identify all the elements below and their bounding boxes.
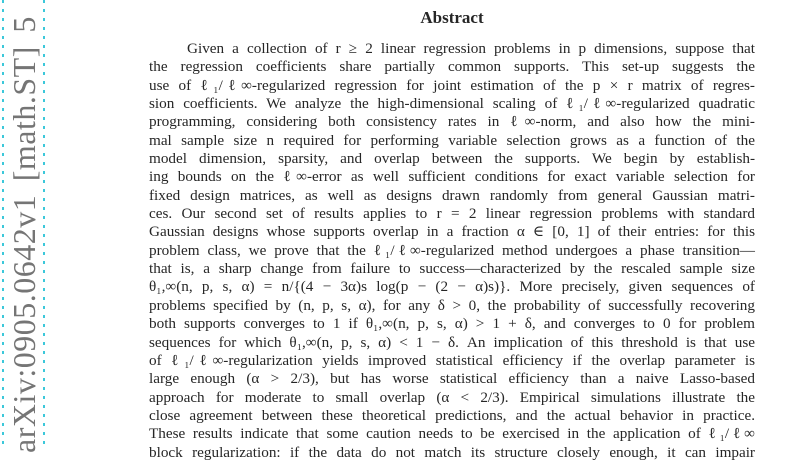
- abstract-line: These results indicate that some caution needs to be exercised in the application of ℓ₁/ℓ∞: [149, 425, 755, 443]
- abstract-line: model dimension, sparsity, and overlap between the supports. We begin by establish-: [149, 150, 755, 168]
- abstract-line: block regularization: if the data do not match its structure closely enough, it can impair: [149, 443, 755, 461]
- abstract-line: close agreement between these theoretical predictions, and the actual behavior in practice.: [149, 406, 755, 424]
- abstract-line: both supports converges to 1 if θ₁,∞(n, p, s, α) > 1 + δ, and converges to 0 for problem: [149, 315, 755, 333]
- abstract-body: [149, 40, 755, 462]
- abstract-line: the regression coefficients share partially common supports. This set-up suggests the: [149, 58, 755, 76]
- abstract-line: mal sample size n required for performing variable selection grows as a function of the: [149, 131, 755, 149]
- abstract-line: sion coefficients. We analyze the high-dimensional scaling of ℓ₁/ℓ∞-regularized quadratic: [149, 95, 755, 113]
- arxiv-identifier-stamp: arXiv:0905.0642v1 [math.ST] 5: [6, 16, 42, 453]
- abstract-line: that is, a sharp change from failure to success—characterized by the rescaled sample size: [149, 260, 755, 278]
- left-dashed-rule: [2, 0, 4, 450]
- abstract-section: [149, 8, 755, 462]
- abstract-line: ces. Our second set of results applies to r = 2 linear regression problems with standard: [149, 205, 755, 223]
- abstract-line: ing bounds on the ℓ∞-error as well sufficient conditions for exact variable selection for: [149, 168, 755, 186]
- abstract-line: problem class, we prove that the ℓ₁/ℓ∞-regularized method undergoes a phase transition—: [149, 241, 755, 259]
- abstract-line: approach for moderate to small overlap (α < 2/3). Empirical simulations illustrate the: [149, 388, 755, 406]
- abstract-line: Given a collection of r ≥ 2 linear regression problems in p dimensions, suppose that: [187, 40, 755, 57]
- abstract-heading: Abstract: [420, 8, 484, 27]
- abstract-line: sequences for which θ₁,∞(n, p, s, α) < 1 − δ. An implication of this threshold is that use: [149, 333, 755, 351]
- abstract-line: θ₁,∞(n, p, s, α) = n/{(4 − 3α)s log(p − (2 − α)s)}. More precisely, given sequences of: [149, 278, 755, 296]
- abstract-line: large enough (α > 2/3), but has worse statistical efficiency than a naive Lasso-based: [149, 370, 755, 388]
- abstract-line: use of ℓ₁/ℓ∞-regularized regression for joint estimation of the p × r matrix of regres-: [149, 76, 755, 94]
- abstract-line: of ℓ₁/ℓ∞-regularization yields improved statistical efficiency if the overlap parameter is: [149, 351, 755, 369]
- abstract-line: fixed design matrices, as well as designs drawn randomly from general Gaussian matri-: [149, 186, 755, 204]
- right-dashed-rule: [43, 0, 45, 450]
- abstract-line: programming, considering both consistency rates in ℓ∞-norm, and also how the mini-: [149, 113, 755, 131]
- abstract-line: problems specified by (n, p, s, α), for any δ > 0, the probability of successfully recovering: [149, 296, 755, 314]
- abstract-line: Gaussian designs whose supports overlap in a fraction α ∈ [0, 1] of their entries: for this: [149, 223, 755, 241]
